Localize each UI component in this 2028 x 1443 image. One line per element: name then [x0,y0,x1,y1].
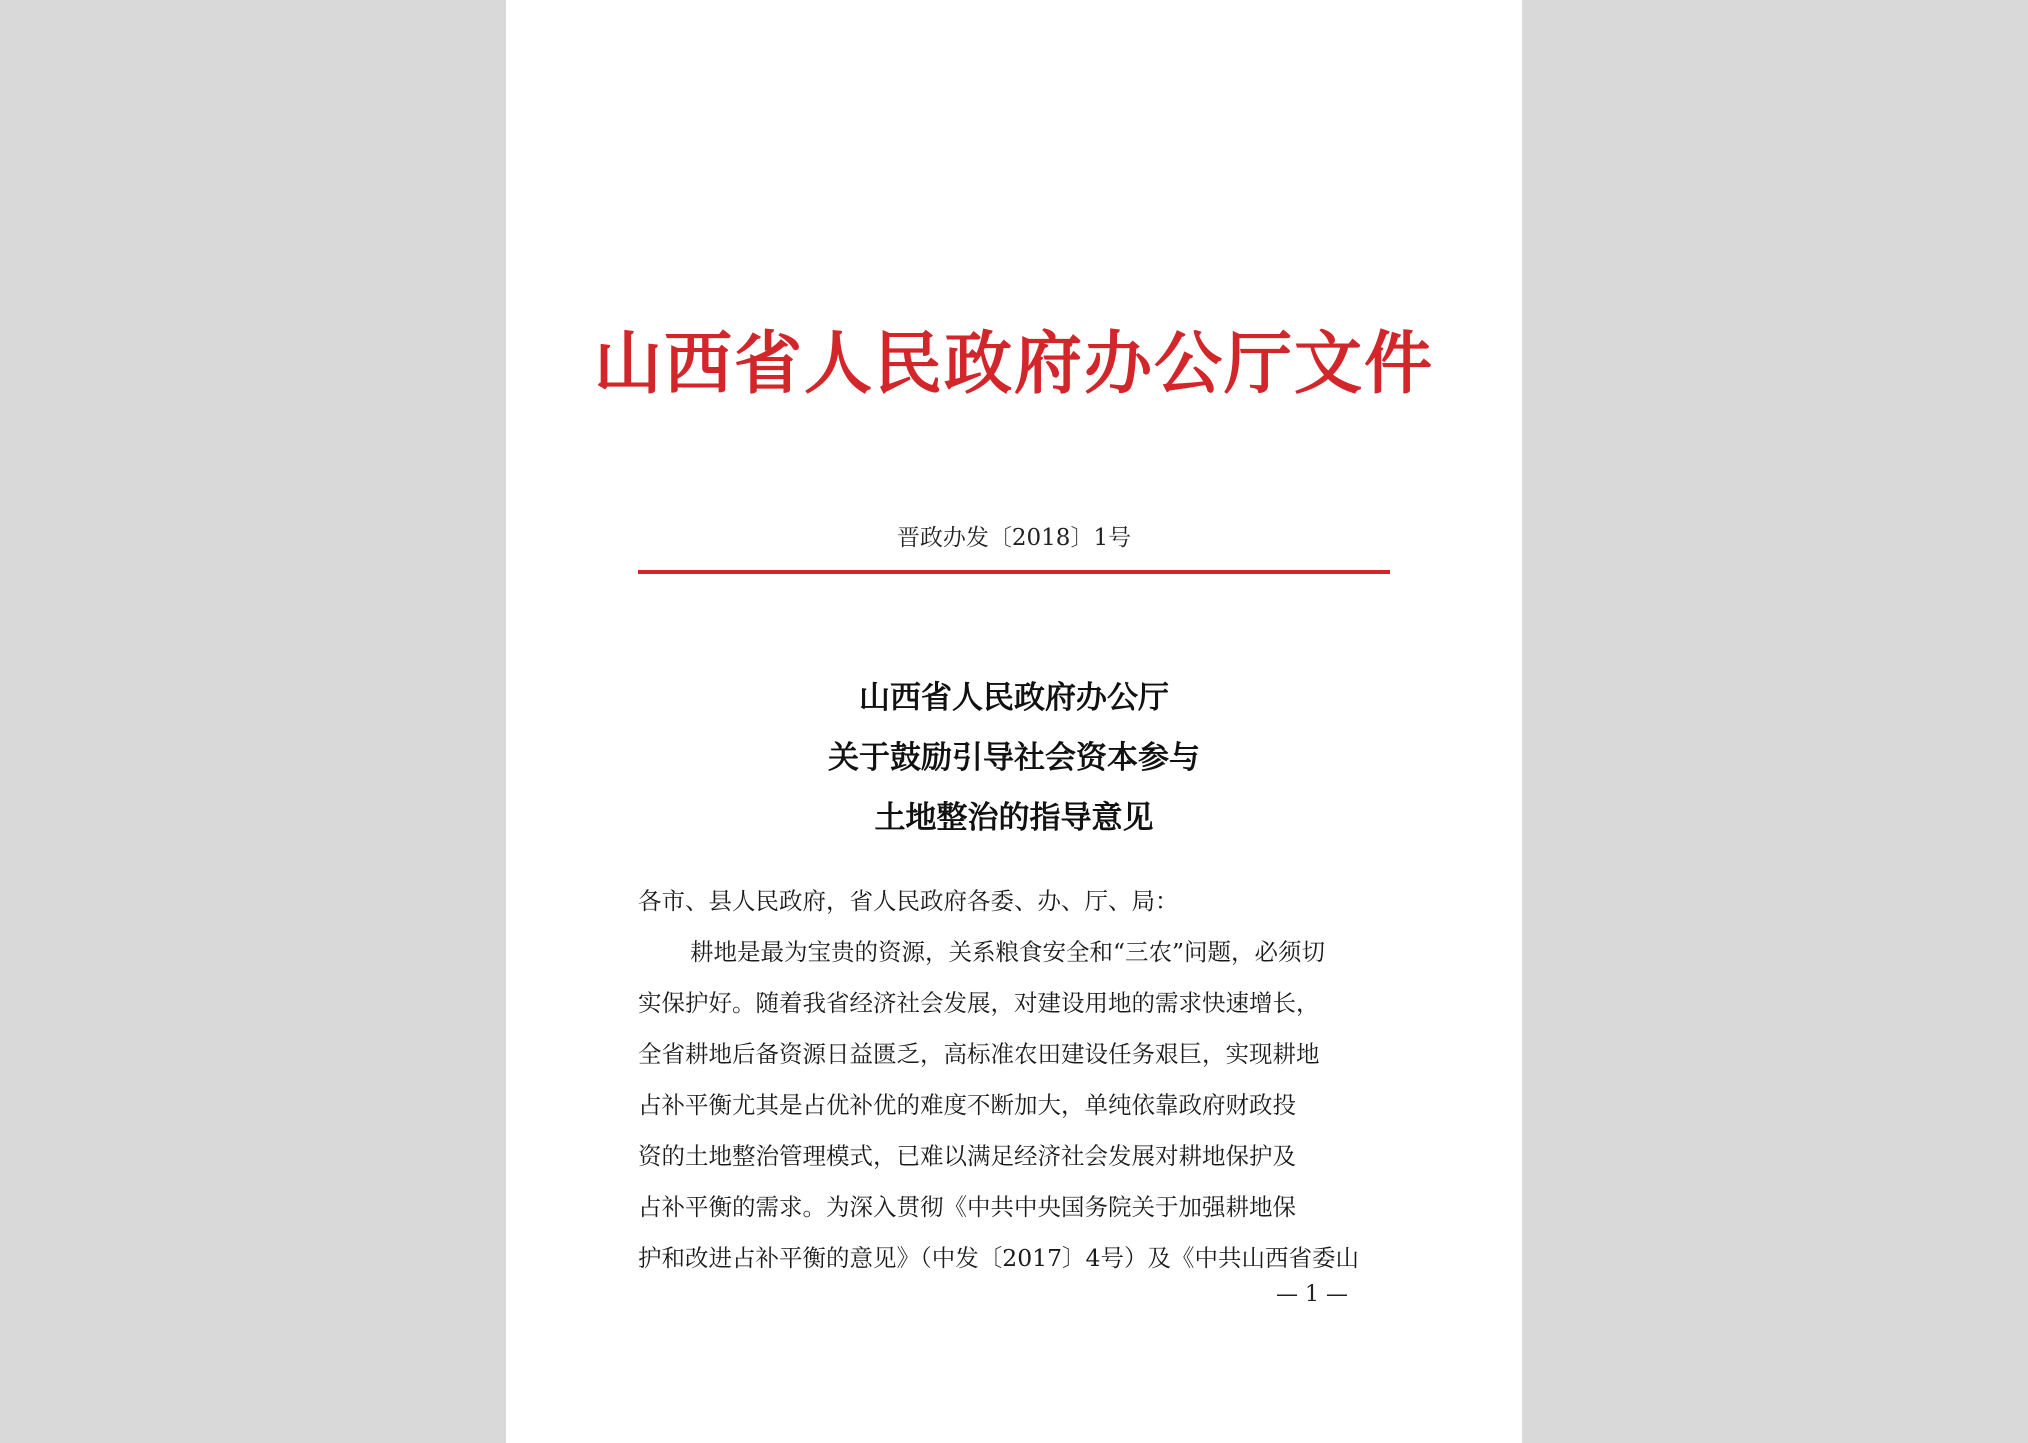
document-number: 晋政办发〔2018〕1号 [896,525,1132,551]
document-title [506,668,1522,848]
page-number: — 1 — [1276,1282,1348,1307]
body-line: 占补平衡的需求。为深入贯彻《中共中央国务院关于加强耕地保 [638,1193,1296,1221]
body-line: 全省耕地后备资源日益匮乏，高标准农田建设任务艰巨，实现耕地 [638,1040,1320,1068]
body-line: 耕地是最为宝贵的资源，关系粮食安全和“三农”问题，必须切 [690,938,1326,966]
document-page [506,0,1522,1443]
title-line-2: 关于鼓励引导社会资本参与 [828,740,1200,776]
title-line-3: 土地整治的指导意见 [874,800,1154,836]
body-line: 占补平衡尤其是占优补优的难度不断加大，单纯依靠政府财政投 [638,1091,1296,1119]
body-line: 实保护好。随着我省经济社会发展，对建设用地的需求快速增长， [638,989,1320,1017]
red-divider [638,570,1390,574]
document-body [638,876,1396,1284]
salutation: 各市、县人民政府，省人民政府各委、办、厅、局： [638,887,1179,915]
body-line: 资的土地整治管理模式，已难以满足经济社会发展对耕地保护及 [638,1142,1296,1170]
document-header: 山西省人民政府办公厅文件 [593,324,1434,404]
body-line: 护和改进占补平衡的意见》（中发〔2017〕4号）及《中共山西省委山 [638,1244,1360,1272]
title-line-1: 山西省人民政府办公厅 [859,680,1169,716]
